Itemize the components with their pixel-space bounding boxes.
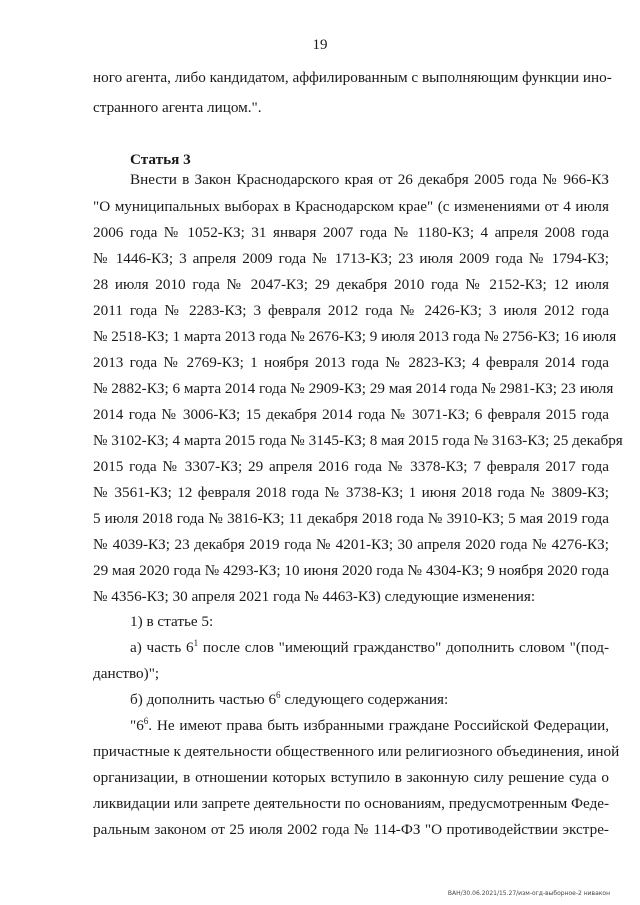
paragraph-line: 2011 года № 2283-КЗ; 3 февраля 2012 года № 2426-КЗ; 3 июля 2012 года [93,302,609,319]
paragraph-line: № 4356-КЗ; 30 апреля 2021 года № 4463-КЗ) следующие изменения: [93,588,536,605]
paragraph-line: № 1446-КЗ; 3 апреля 2009 года № 1713-КЗ; 23 июля 2009 года № 1794-КЗ; [93,250,609,267]
paragraph-line: № 2518-КЗ; 1 марта 2013 года № 2676-КЗ; 9 июля 2013 года № 2756-КЗ; 16 июля [93,328,617,345]
quote-line: организации, в отношении которых вступило в законную силу решение суда о [93,769,609,786]
paragraph-line: 28 июля 2010 года № 2047-КЗ; 29 декабря 2010 года № 2152-КЗ; 12 июля [93,276,609,293]
item-a [130,638,609,658]
paragraph-line: "О муниципальных выборах в Краснодарском крае" (с изменениями от 4 июля [93,198,609,215]
quote-line: ральным законом от 25 июля 2002 года № 114-ФЗ "О противодействии экстре- [93,821,609,838]
paragraph-line: № 2882-КЗ; 6 марта 2014 года № 2909-КЗ; 29 мая 2014 года № 2981-КЗ; 23 июля [93,380,614,397]
paragraph-line: № 3102-КЗ; 4 марта 2015 года № 3145-КЗ; 8 мая 2015 года № 3163-КЗ; 25 декабря [93,432,623,449]
intro-line: странного агента лицом.". [93,99,262,116]
item-b [130,690,448,710]
quote-open: "6 [130,717,144,734]
intro-line: ного агента, либо кандидатом, аффилированным с выполняющим функции ино- [93,69,612,86]
item-b-superscript: 6 [276,690,281,700]
paragraph-line: 2006 года № 1052-КЗ; 31 января 2007 года № 1180-КЗ; 4 апреля 2008 года [93,224,609,241]
quote-line-rest: . Не имеют права быть избранными граждане Российской Федерации, [148,717,609,734]
quote-line: причастные к деятельности общественного или религиозного объединения, иной [93,743,620,760]
paragraph-line: 2015 года № 3307-КЗ; 29 апреля 2016 года № 3378-КЗ; 7 февраля 2017 года [93,458,609,475]
footer-file-code: ВАН/30.06.2021/15.27/изм-огд-выборное-2 нивакон [447,890,610,897]
item-b-text-rest: следующего содержания: [280,691,449,708]
article-heading: Статья 3 [130,151,191,168]
quote-superscript: 6 [143,716,149,726]
paragraph-line: 5 июля 2018 года № 3816-КЗ; 11 декабря 2018 года № 3910-КЗ; 5 мая 2019 года [93,510,609,527]
page-number: 19 [312,37,328,53]
item-a-text: а) часть 6 [130,639,194,656]
item-a-text-rest: после слов "имеющий гражданство" дополнить словом "(под- [198,639,610,656]
paragraph-line: Внести в Закон Краснодарского края от 26 декабря 2005 года № 966-КЗ [130,171,609,188]
paragraph-line: 2014 года № 3006-КЗ; 15 декабря 2014 года № 3071-КЗ; 6 февраля 2015 года [93,406,609,423]
paragraph-line: № 3561-КЗ; 12 февраля 2018 года № 3738-КЗ; 1 июня 2018 года № 3809-КЗ; [93,484,609,501]
item-1: 1) в статье 5: [130,613,214,630]
item-a-continuation: данство)"; [93,665,160,682]
paragraph-line: 2013 года № 2769-КЗ; 1 ноября 2013 года № 2823-КЗ; 4 февраля 2014 года [93,354,609,371]
paragraph-line: № 4039-КЗ; 23 декабря 2019 года № 4201-КЗ; 30 апреля 2020 года № 4276-КЗ; [93,536,609,553]
quote-line [130,716,609,736]
item-b-text: б) дополнить частью 6 [130,691,277,708]
paragraph-line: 29 мая 2020 года № 4293-КЗ; 10 июня 2020 года № 4304-КЗ; 9 ноября 2020 года [93,562,609,579]
item-a-superscript: 1 [193,638,199,648]
quote-line: ликвидации или запрете деятельности по основаниям, предусмотренным Феде- [93,795,610,812]
